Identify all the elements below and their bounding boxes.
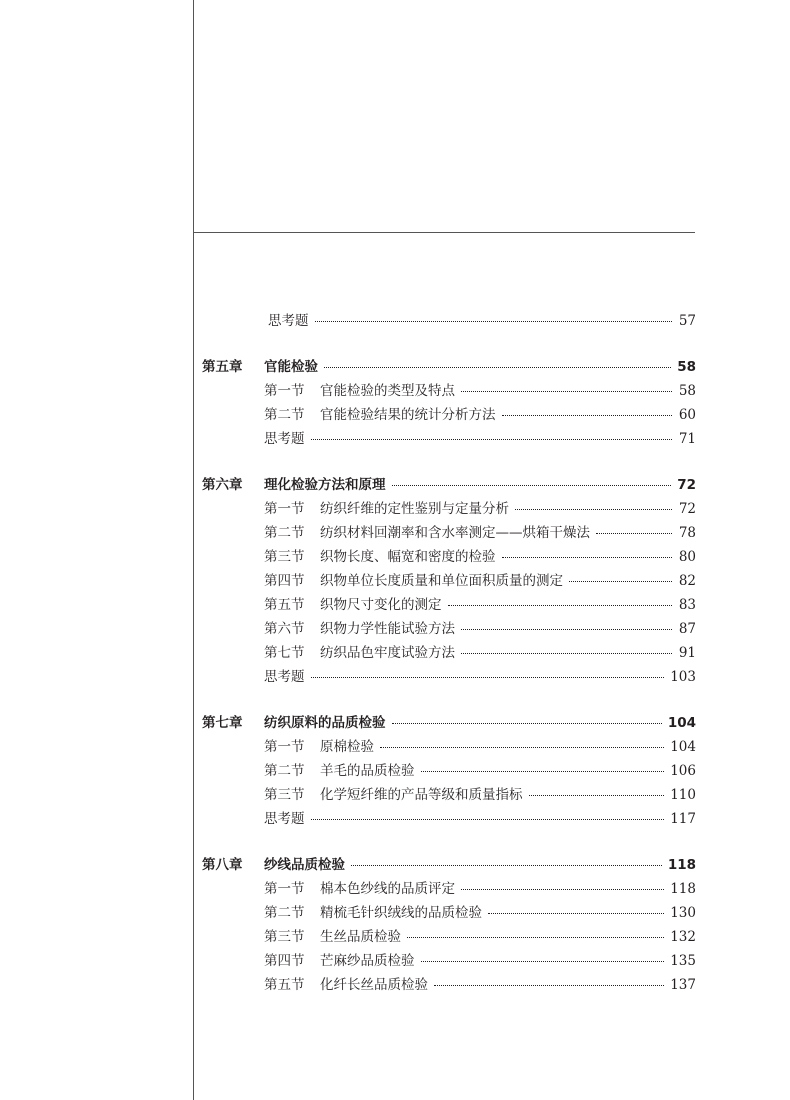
toc-section-title: 棉本色纱线的品质评定 xyxy=(320,881,455,897)
toc-page-number: 80 xyxy=(678,549,696,565)
toc-section-number: 第三节 xyxy=(264,549,305,565)
toc-page-number: 72 xyxy=(678,501,696,517)
toc-section-number: 第一节 xyxy=(264,739,305,755)
margin-vertical-rule xyxy=(193,0,194,1100)
toc-chapter-title: 理化检验方法和原理 xyxy=(264,477,386,493)
toc-questions-entry[interactable] xyxy=(202,309,696,333)
toc-section-entry[interactable] xyxy=(202,521,696,545)
toc-section-entry[interactable] xyxy=(202,949,696,973)
toc-page-number: 60 xyxy=(678,407,696,423)
toc-questions-label: 思考题 xyxy=(264,669,305,685)
dot-leader xyxy=(461,652,672,654)
toc-chapter-title: 纱线品质检验 xyxy=(264,857,345,873)
toc-section-entry[interactable] xyxy=(202,735,696,759)
toc-page-number: 71 xyxy=(678,431,696,447)
toc-chapter-number: 第八章 xyxy=(202,857,243,873)
toc-section-title: 化纤长丝品质检验 xyxy=(320,977,428,993)
chapter-gap xyxy=(202,689,696,711)
toc-section-entry[interactable] xyxy=(202,403,696,427)
toc-questions-entry[interactable] xyxy=(202,807,696,831)
toc-section-title: 官能检验的类型及特点 xyxy=(320,383,455,399)
toc-section-label xyxy=(202,379,455,403)
toc-section-number: 第七节 xyxy=(264,645,305,661)
toc-page-number: 104 xyxy=(667,715,696,731)
toc-page-number: 106 xyxy=(670,763,696,779)
toc-page-number: 83 xyxy=(678,597,696,613)
toc-section-label xyxy=(202,925,401,949)
toc-chapter-title: 官能检验 xyxy=(264,359,318,375)
dot-leader xyxy=(461,628,672,630)
toc-section-title: 织物单位长度质量和单位面积质量的测定 xyxy=(320,573,563,589)
toc-section-number: 第四节 xyxy=(264,573,305,589)
toc-section-label xyxy=(202,783,523,807)
toc-section-label xyxy=(202,949,415,973)
dot-leader xyxy=(324,366,671,368)
toc-questions-label: 思考题 xyxy=(264,431,305,447)
toc-questions-label: 思考题 xyxy=(268,313,309,329)
toc-section-number: 第五节 xyxy=(264,597,305,613)
toc-page-number: 72 xyxy=(677,477,696,493)
toc-section-number: 第一节 xyxy=(264,881,305,897)
toc-chapter-entry[interactable] xyxy=(202,711,696,735)
toc-chapter-entry[interactable] xyxy=(202,853,696,877)
toc-section-entry[interactable] xyxy=(202,759,696,783)
chapter-gap xyxy=(202,831,696,853)
toc-section-label xyxy=(202,497,509,521)
toc-section-number: 第三节 xyxy=(264,787,305,803)
toc-section-title: 精梳毛针织绒线的品质检验 xyxy=(320,905,482,921)
toc-section-title: 原棉检验 xyxy=(320,739,374,755)
dot-leader xyxy=(488,912,664,914)
dot-leader xyxy=(421,770,665,772)
dot-leader xyxy=(351,864,662,866)
toc-section-label xyxy=(202,403,496,427)
toc-page-number: 58 xyxy=(678,383,696,399)
toc-section-entry[interactable] xyxy=(202,901,696,925)
toc-section-label xyxy=(202,521,590,545)
toc-section-title: 织物尺寸变化的测定 xyxy=(320,597,442,613)
toc-page-number: 91 xyxy=(678,645,696,661)
toc-section-title: 织物长度、幅宽和密度的检验 xyxy=(320,549,496,565)
toc-section-number: 第一节 xyxy=(264,501,305,517)
toc-section-title: 纺织纤维的定性鉴别与定量分析 xyxy=(320,501,509,517)
toc-page-number: 104 xyxy=(670,739,696,755)
toc-section-title: 羊毛的品质检验 xyxy=(320,763,415,779)
toc-section-label xyxy=(202,545,496,569)
toc-page-number: 132 xyxy=(670,929,696,945)
toc-section-label xyxy=(202,617,455,641)
toc-page-number: 118 xyxy=(667,857,696,873)
toc-page-number: 117 xyxy=(670,811,696,827)
toc-section-title: 纺织材料回潮率和含水率测定——烘箱干燥法 xyxy=(320,525,590,541)
toc-section-label xyxy=(202,735,374,759)
toc-chapter-number: 第六章 xyxy=(202,477,243,493)
toc-section-title: 纺织品色牢度试验方法 xyxy=(320,645,455,661)
dot-leader xyxy=(407,936,664,938)
dot-leader xyxy=(392,722,662,724)
toc-section-number: 第四节 xyxy=(264,953,305,969)
toc-section-entry[interactable] xyxy=(202,641,696,665)
dot-leader xyxy=(502,414,673,416)
dot-leader xyxy=(392,484,672,486)
toc-section-entry[interactable] xyxy=(202,925,696,949)
toc-section-title: 官能检验结果的统计分析方法 xyxy=(320,407,496,423)
toc-chapter-number: 第七章 xyxy=(202,715,243,731)
toc-section-title: 织物力学性能试验方法 xyxy=(320,621,455,637)
dot-leader xyxy=(311,676,665,678)
toc-section-number: 第六节 xyxy=(264,621,305,637)
toc-section-label xyxy=(202,593,442,617)
toc-questions-label: 思考题 xyxy=(264,811,305,827)
dot-leader xyxy=(311,438,673,440)
toc-page-number: 87 xyxy=(678,621,696,637)
toc-section-entry[interactable] xyxy=(202,545,696,569)
dot-leader xyxy=(311,818,665,820)
toc-section-entry[interactable] xyxy=(202,379,696,403)
toc-section-entry[interactable] xyxy=(202,783,696,807)
dot-leader xyxy=(502,556,673,558)
toc-questions-entry[interactable] xyxy=(202,427,696,451)
toc-section-number: 第二节 xyxy=(264,905,305,921)
toc-section-number: 第三节 xyxy=(264,929,305,945)
toc-section-number: 第五节 xyxy=(264,977,305,993)
dot-leader xyxy=(461,390,672,392)
toc-page-number: 82 xyxy=(678,573,696,589)
dot-leader xyxy=(596,532,672,534)
toc-page-number: 137 xyxy=(670,977,696,993)
toc-section-entry[interactable] xyxy=(202,593,696,617)
toc-section-entry[interactable] xyxy=(202,617,696,641)
toc-chapter-title: 纺织原料的品质检验 xyxy=(264,715,386,731)
toc-page-number: 135 xyxy=(670,953,696,969)
toc-questions-entry[interactable] xyxy=(202,665,696,689)
dot-leader xyxy=(448,604,673,606)
toc-section-title: 生丝品质检验 xyxy=(320,929,401,945)
toc-section-label xyxy=(202,569,563,593)
dot-leader xyxy=(529,794,665,796)
toc-section-entry[interactable] xyxy=(202,973,696,997)
dot-leader xyxy=(461,888,664,890)
dot-leader xyxy=(380,746,664,748)
dot-leader xyxy=(434,984,664,986)
toc-section-title: 化学短纤维的产品等级和质量指标 xyxy=(320,787,523,803)
header-horizontal-rule xyxy=(193,232,695,233)
toc-page-number: 57 xyxy=(678,313,696,329)
toc-page-number: 130 xyxy=(670,905,696,921)
toc-chapter-number: 第五章 xyxy=(202,359,243,375)
toc-section-label xyxy=(202,759,415,783)
toc-page-number: 118 xyxy=(670,881,696,897)
toc-section-number: 第二节 xyxy=(264,407,305,423)
toc-section-label xyxy=(202,641,455,665)
toc-page-number: 110 xyxy=(670,787,696,803)
toc-section-entry[interactable] xyxy=(202,877,696,901)
toc-page-number: 78 xyxy=(678,525,696,541)
toc-section-number: 第二节 xyxy=(264,525,305,541)
toc-section-label xyxy=(202,901,482,925)
toc-chapter-entry[interactable] xyxy=(202,473,696,497)
toc-chapter-entry[interactable] xyxy=(202,355,696,379)
table-of-contents xyxy=(202,309,696,997)
dot-leader xyxy=(421,960,665,962)
chapter-gap xyxy=(202,451,696,473)
toc-section-number: 第二节 xyxy=(264,763,305,779)
toc-section-label xyxy=(202,973,428,997)
toc-section-number: 第一节 xyxy=(264,383,305,399)
dot-leader xyxy=(515,508,672,510)
toc-page-number: 103 xyxy=(670,669,696,685)
toc-page-number: 58 xyxy=(677,359,696,375)
toc-section-label xyxy=(202,877,455,901)
toc-section-entry[interactable] xyxy=(202,569,696,593)
chapter-gap xyxy=(202,333,696,355)
dot-leader xyxy=(569,580,672,582)
toc-section-entry[interactable] xyxy=(202,497,696,521)
toc-section-title: 芒麻纱品质检验 xyxy=(320,953,415,969)
dot-leader xyxy=(315,320,673,322)
